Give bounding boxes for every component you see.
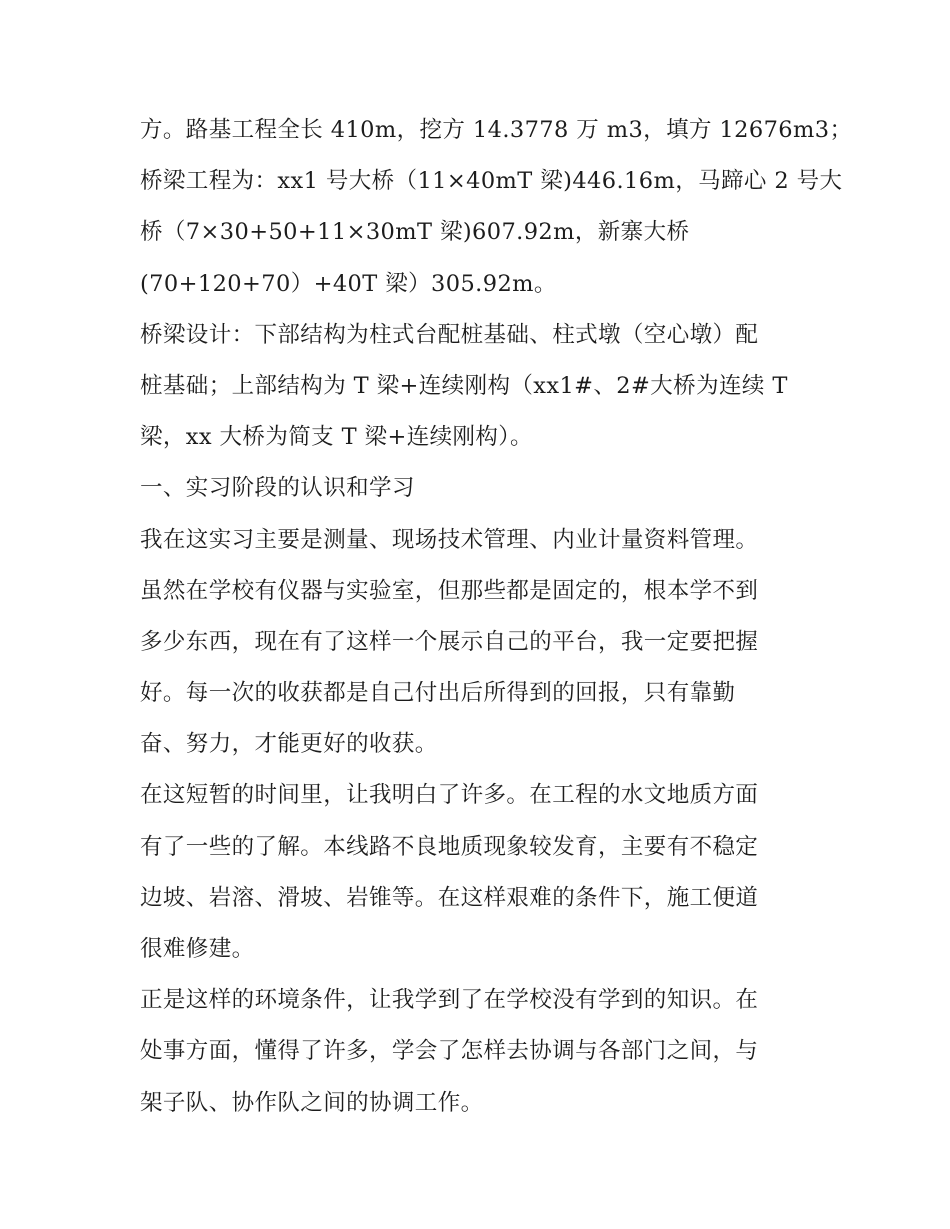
text-line: 桥梁设计：下部结构为柱式台配桩基础、柱式墩（空心墩）配 (140, 321, 759, 348)
text-line: 有了一些的了解。本线路不良地质现象较发育，主要有不稳定 (140, 833, 759, 860)
text-line: 正是这样的环境条件，让我学到了在学校没有学到的知识。在 (140, 987, 759, 1014)
text-line: 梁，xx 大桥为简支 T 梁+连续刚构）。 (140, 424, 533, 451)
text-line: 桥（7×30+50+11×30mT 梁)607.92m，新寨大桥 (140, 219, 690, 246)
text-line: 方。路基工程全长 410m，挖方 14.3778 万 m3，填方 12676m3； (140, 117, 853, 143)
text-line: 处事方面，懂得了许多，学会了怎样去协调与各部门之间，与 (140, 1038, 759, 1065)
text-line: 边坡、岩溶、滑坡、岩锥等。在这样艰难的条件下，施工便道 (140, 884, 759, 911)
section-heading: 一、实习阶段的认识和学习 (140, 475, 415, 502)
text-line: 在这短暂的时间里，让我明白了许多。在工程的水文地质方面 (140, 782, 759, 809)
text-line: 多少东西，现在有了这样一个展示自己的平台，我一定要把握 (140, 628, 759, 655)
text-line: 很难修建。 (140, 936, 255, 962)
text-line: 好。每一次的收获都是自己付出后所得到的回报，只有靠勤 (140, 680, 736, 707)
text-line: (70+120+70）+40T 梁）305.92m。 (140, 270, 557, 297)
text-line: 桥梁工程为：xx1 号大桥（11×40mT 梁)446.16m，马蹄心 2 号大 (140, 168, 843, 195)
text-line: 奋、努力，才能更好的收获。 (140, 731, 438, 758)
text-line: 架子队、协作队之间的协调工作。 (140, 1089, 484, 1116)
text-line: 我在这实习主要是测量、现场技术管理、内业计量资料管理。 (140, 526, 759, 553)
text-line: 虽然在学校有仪器与实验室，但那些都是固定的，根本学不到 (140, 577, 759, 604)
text-line: 桩基础；上部结构为 T 梁+连续刚构（xx1#、2#大桥为连续 T (140, 372, 788, 399)
document-body (140, 105, 853, 1129)
